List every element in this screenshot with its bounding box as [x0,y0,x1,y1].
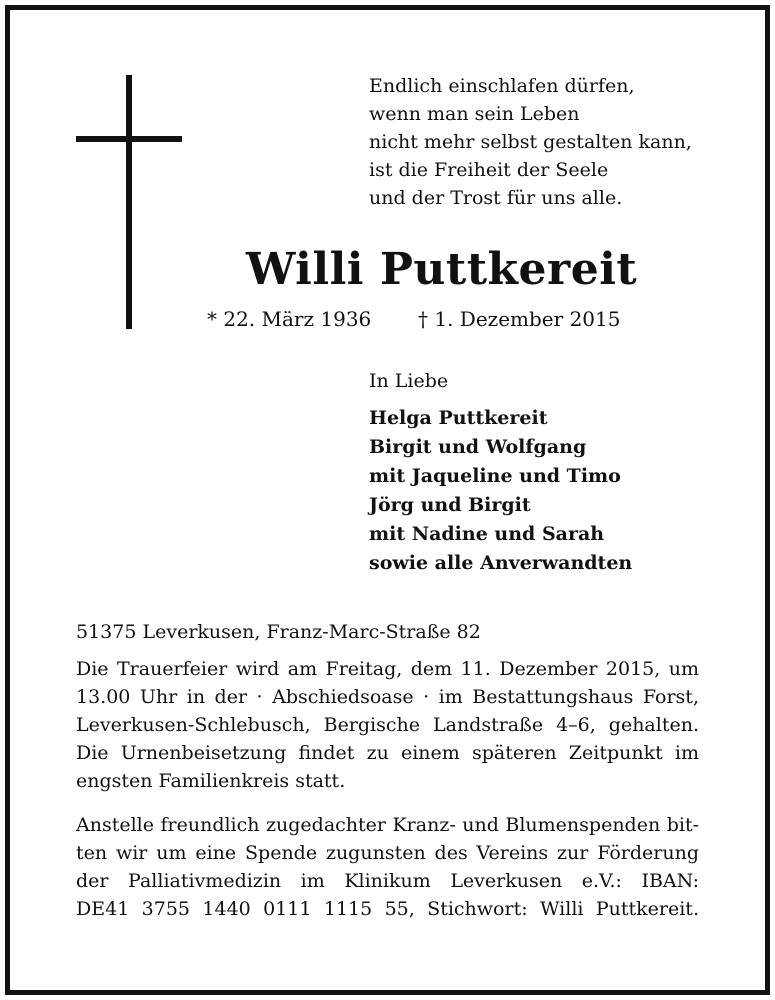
mourners-list [369,404,632,578]
ceremony-line: Die Trauerfeier wird am Freitag, dem 11. Dezember 2015, um [76,658,699,680]
mourner-line: mit Nadine und Sarah [369,523,605,545]
donation-paragraph [76,811,699,923]
ceremony-paragraph [76,655,699,795]
ceremony-line: Die Urnenbeisetzung findet zu einem späteren Zeitpunkt im [76,742,699,764]
poem [369,72,692,212]
deceased-name: Willi Puttkereit [246,244,638,295]
in-liebe-label: In Liebe [369,370,449,392]
cross-icon-vertical-bar [126,75,132,329]
address: 51375 Leverkusen, Franz-Marc-Straße 82 [76,621,481,643]
donation-line: ten wir um eine Spende zugunsten des Vereins zur Förderung [76,842,699,864]
poem-line: ist die Freiheit der Seele [369,159,609,181]
mourner-line: Birgit und Wolfgang [369,436,587,458]
donation-line: DE41 3755 1440 0111 1115 55, Stichwort: Willi Puttkereit. [76,898,699,920]
donation-line: Anstelle freundlich zugedachter Kranz- und Blumenspenden bit- [76,814,699,836]
mourner-line: Jörg und Birgit [369,494,531,516]
poem-line: und der Trost für uns alle. [369,187,623,209]
poem-line: nicht mehr selbst gestalten kann, [369,131,692,153]
mourner-line: mit Jaqueline und Timo [369,465,621,487]
donation-line: der Palliativmedizin im Klinikum Leverkusen e.V.: IBAN: [76,870,699,892]
ceremony-line: 13.00 Uhr in der · Abschiedsoase · im Bestattungshaus Forst, [76,686,699,708]
poem-line: Endlich einschlafen dürfen, [369,75,635,97]
mourner-line: Helga Puttkereit [369,407,548,429]
death-date: † 1. Dezember 2015 [418,307,621,331]
birth-date: * 22. März 1936 [207,307,372,331]
ceremony-line: Leverkusen-Schlebusch, Bergische Landstraße 4–6, gehalten. [76,714,699,736]
cross-icon-horizontal-bar [76,136,182,142]
poem-line: wenn man sein Leben [369,103,580,125]
mourner-line: sowie alle Anverwandten [369,552,633,574]
ceremony-line: engsten Familienkreis statt. [76,770,346,792]
